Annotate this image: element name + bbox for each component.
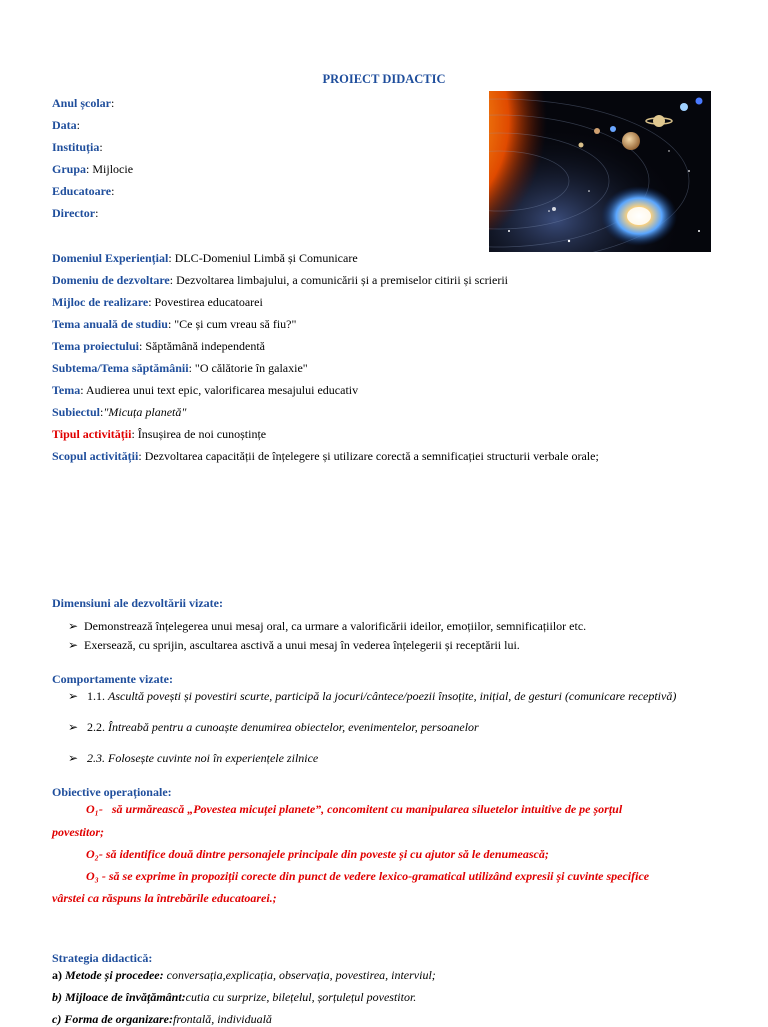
strategy-means: b) Mijloace de învățământ:cutia cu surprize, bilețelul, șorțulețul povestitor. xyxy=(52,990,417,1004)
arrow-bullet-icon: ➢ xyxy=(68,751,79,765)
strategy-forms: c) Forma de organizare:frontală, individuală xyxy=(52,1012,272,1026)
objective-o2: O₂- să identifice două dintre personajele principale din poveste și cu ajutor să le denumească; xyxy=(86,847,549,861)
field-educatoare: Educatoare: xyxy=(52,184,115,198)
behavior-item: ➢ 1.1. Ascultă povești și povestiri scurte, participă la jocuri/cântece/poezii însoțite, inițial, de gesturi (comunicare receptivă) xyxy=(68,689,677,703)
field-tema-proiectului: Tema proiectului: Săptămână independentă xyxy=(52,339,265,353)
field-domeniul-experiential: Domeniul Experiențial: DLC-Domeniul Limbă și Comunicare xyxy=(52,251,358,265)
solar-system-image xyxy=(489,91,711,252)
field-tema-anuala: Tema anuală de studiu: "Ce și cum vreau să fiu?" xyxy=(52,317,297,331)
arrow-bullet-icon: ➢ xyxy=(68,720,79,734)
arrow-bullet-icon: ➢ xyxy=(68,689,79,703)
field-subtema: Subtema/Tema săptămânii: "O călătorie în galaxie" xyxy=(52,361,308,375)
field-anul-scolar: Anul școlar: xyxy=(52,96,115,110)
field-data: Data: xyxy=(52,118,81,132)
field-domeniu-dezvoltare: Domeniu de dezvoltare: Dezvoltarea limbajului, a comunicării și a premiselor citirii și scrierii xyxy=(52,273,508,287)
field-scopul-activitatii: Scopul activității: Dezvoltarea capacității de înțelegere și utilizare corectă a semnificației structurii verbale orale; xyxy=(52,449,599,463)
field-institutia: Instituția: xyxy=(52,140,103,154)
field-grupa: Grupa: Mijlocie xyxy=(52,162,134,176)
objective-o1: O₁- să urmărească „Povestea micuței planete”, concomitent cu manipularea siluetelor intuitive de pe șorțul xyxy=(86,802,623,816)
field-mijloc-realizare: Mijloc de realizare: Povestirea educatoarei xyxy=(52,295,263,309)
objectives-heading: Obiective operaționale: xyxy=(52,785,172,799)
arrow-bullet-icon: ➢ xyxy=(68,619,79,633)
field-tema: Tema: Audierea unui text epic, valorificarea mesajului educativ xyxy=(52,383,359,397)
behavior-item: ➢ 2.2. Întreabă pentru a cunoaște denumirea obiectelor, evenimentelor, persoanelor xyxy=(68,720,479,734)
strategy-heading: Strategia didactică: xyxy=(52,951,153,965)
field-tipul-activitatii: Tipul activității: Însușirea de noi cunoștințe xyxy=(52,427,267,441)
dimension-item: ➢ Exersează, cu sprijin, ascultarea asctivă a unui mesaj în vederea înțelegerii și receptării lui. xyxy=(68,638,520,652)
behaviors-heading: Comportamente vizate: xyxy=(52,672,173,686)
dimension-item: ➢ Demonstrează înțelegerea unui mesaj oral, ca urmare a valorificării ideilor, emoțiilor, semnificațiilor etc. xyxy=(68,619,587,633)
objective-o3: O₃ - să se exprime în propoziții corecte din punct de vedere lexico-gramatical utilizând expresii și cuvinte specifice xyxy=(86,869,650,883)
arrow-bullet-icon: ➢ xyxy=(68,638,79,652)
objective-o3-cont: vârstei ca răspuns la întrebările educatoarei.; xyxy=(52,891,277,905)
strategy-methods: a) Metode și procedee: conversația,explicația, observația, povestirea, interviul; xyxy=(52,968,436,982)
field-director: Director: xyxy=(52,206,99,220)
objective-o1-cont: povestitor; xyxy=(52,825,104,839)
field-subiectul: Subiectul:"Micuța planetă" xyxy=(52,405,187,419)
behavior-item: ➢ 2.3. Folosește cuvinte noi în experiențele zilnice xyxy=(68,751,319,765)
page-title: PROIECT DIDACTIC xyxy=(322,72,446,86)
dimensions-heading: Dimensiuni ale dezvoltării vizate: xyxy=(52,596,223,610)
